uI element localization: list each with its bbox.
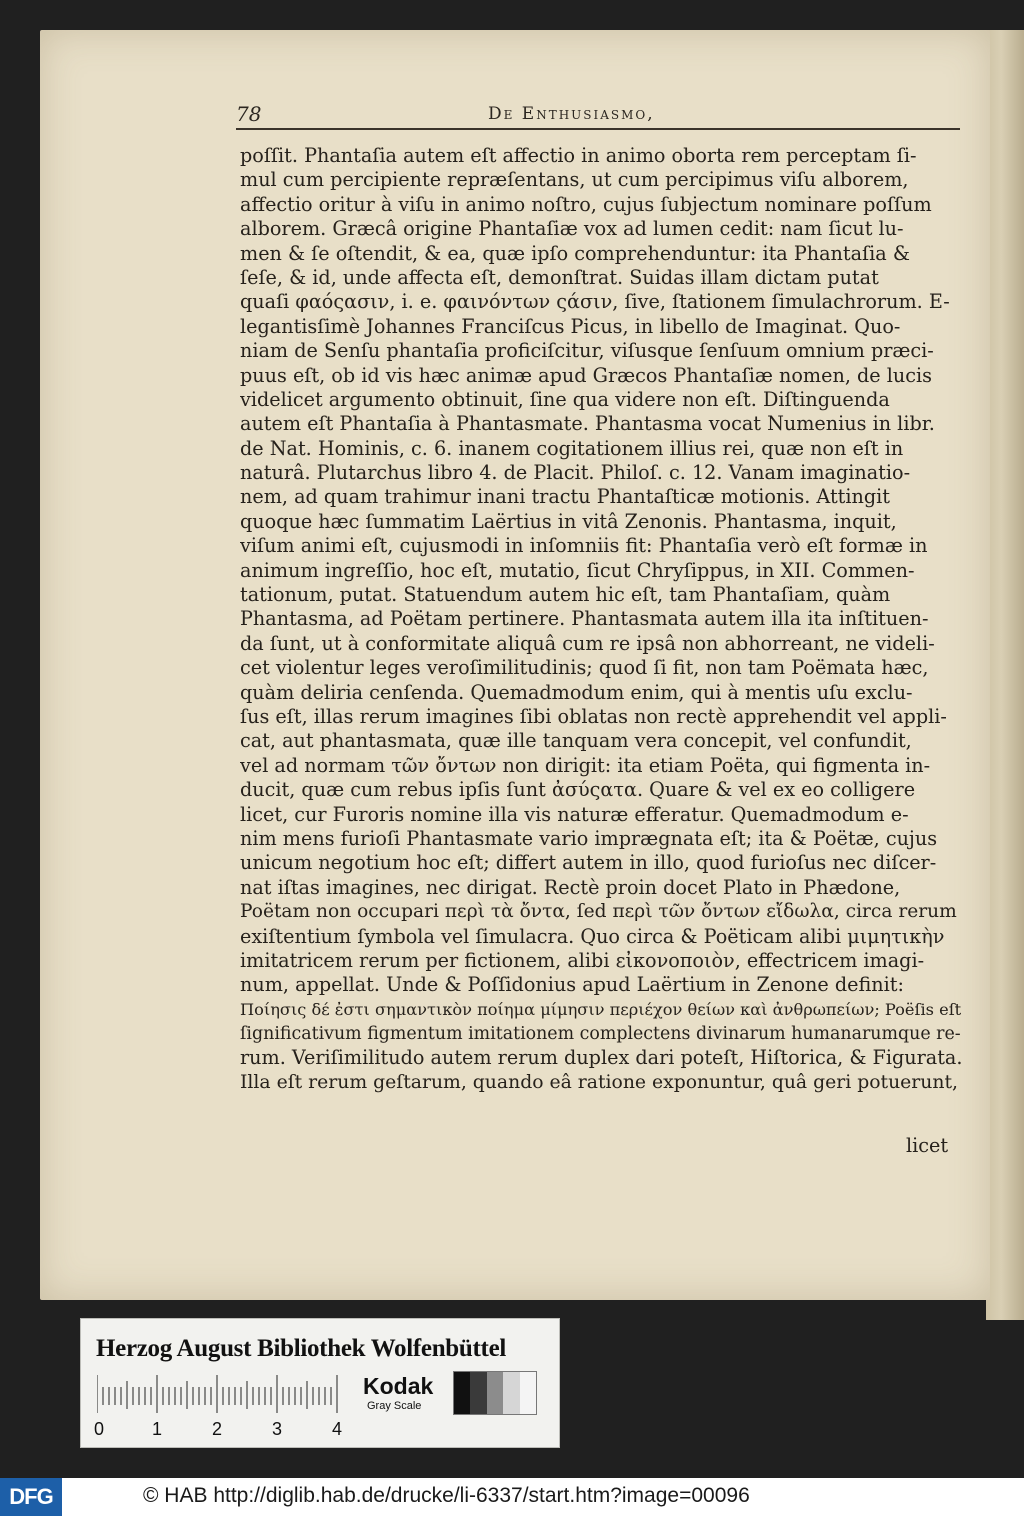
- gray-swatch: [503, 1372, 519, 1414]
- source-link[interactable]: © HAB http://diglib.hab.de/drucke/li-6337/start.htm?image=00096: [143, 1484, 750, 1507]
- text-line: Phantasma, ad Poëtam pertinere. Phantasmata autem illa ita inſtituen-: [240, 607, 929, 631]
- ruler-label-0: 0: [94, 1419, 105, 1439]
- measurement-ruler: [97, 1373, 353, 1419]
- text-line: mul cum percipiente repræſentans, ut cum percipimus viſu alborem,: [240, 168, 909, 192]
- text-line: imitatricem rerum per fictionem, alibi εἰκονοποιὸν, effectricem imagi-: [240, 948, 925, 972]
- ruler-label-4: 4: [332, 1419, 343, 1439]
- text-line: ſignificativum figmentum imitationem complectens divinarum humanarumque re-: [240, 1024, 961, 1045]
- text-line: num, appellat. Unde & Poſſidonius apud Laërtium in Zenone definit:: [240, 973, 904, 997]
- page-body-text: [240, 144, 962, 1095]
- gray-swatch: [470, 1372, 486, 1414]
- library-color-card: [80, 1318, 560, 1448]
- kodak-brand: Kodak: [363, 1373, 434, 1399]
- gray-scale-swatches: [453, 1371, 537, 1415]
- text-line: quaſi φαόςασιν, i. e. φαινόντων ςάσιν, ſive, ſtationem ſimulachrorum. E-: [240, 290, 950, 314]
- gray-swatch: [454, 1372, 470, 1414]
- text-line: Illa eſt rerum geſtarum, quando eâ ratione exponuntur, quâ geri potuerunt,: [240, 1071, 958, 1093]
- catchword: licet: [906, 1134, 949, 1157]
- text-line: quàm deliria cenſenda. Quemadmodum enim, qui à mentis uſu exclu-: [240, 680, 913, 704]
- ruler-label-2: 2: [212, 1419, 223, 1439]
- text-line: alborem. Græcâ origine Phantaſiæ vox ad lumen cedit: nam ſicut lu-: [240, 217, 904, 241]
- page-header: [196, 72, 961, 126]
- text-line: ſus eſt, illas rerum imagines ſibi oblatas non rectè apprehendit vel appli-: [240, 704, 947, 728]
- text-line: nat iſtas imagines, nec dirigat. Rectè proin docet Plato in Phædone,: [240, 875, 901, 899]
- text-line: vel ad normam τῶν ὄντων non dirigit: ita etiam Poëta, qui figmenta in-: [240, 753, 931, 777]
- text-line: niam de Senſu phantaſia proficiſcitur, viſusque ſenſuum omnium præci-: [240, 339, 934, 363]
- facing-page-edge: [986, 30, 1024, 1320]
- kodak-subtitle: Gray Scale: [367, 1400, 422, 1412]
- text-line: tationum, putat. Statuendum autem hic eſt, tam Phantaſiam, quàm: [240, 583, 891, 607]
- text-line: da ſunt, ut à conformitate aliquâ cum re ipsâ non abhorreant, ne videli-: [240, 631, 935, 655]
- text-line: unicum negotium hoc eſt; differt autem in illo, quod furioſus nec diſcer-: [240, 851, 937, 875]
- ruler-label-3: 3: [272, 1419, 283, 1439]
- library-name: Herzog August Bibliothek Wolfenbüttel: [96, 1335, 507, 1362]
- text-line: Ποίησις δέ ἐστι σημαντικὸν ποίημα μίμησιν περιέχον θείων καὶ ἀνθρωπείων; Poëſis eſt: [240, 999, 962, 1019]
- running-head: De Enthusiasmo,: [488, 104, 655, 124]
- text-line: puus eſt, ob id vis hæc animæ apud Græcos Phantaſiæ nomen, de lucis: [240, 363, 932, 387]
- text-line: poſſit. Phantaſia autem eſt affectio in animo oborta rem perceptam ſi-: [240, 144, 917, 167]
- footer-bar: [0, 1478, 1024, 1516]
- gray-swatch: [487, 1372, 503, 1414]
- kodak-label: [363, 1373, 447, 1412]
- text-line: Poëtam non occupari περὶ τὰ ὄντα, ſed περὶ τῶν ὄντων εἴδωλα, circa rerum: [240, 901, 957, 923]
- text-line: naturâ. Plutarchus libro 4. de Placit. Philoſ. c. 12. Vanam imaginatio-: [240, 461, 911, 485]
- text-line: cat, aut phantasmata, quæ ille tanquam vera concepit, vel confundit,: [240, 729, 912, 753]
- page-number: 78: [236, 102, 262, 126]
- text-line: cet violentur leges veroſimilitudinis; quod ſi fit, non tam Poëmata hæc,: [240, 656, 929, 680]
- text-line: exiſtentium ſymbola vel ſimulacra. Quo circa & Poëticam alibi μιμητικὴν: [240, 924, 945, 948]
- gray-swatch: [520, 1372, 536, 1414]
- text-line: nim mens furioſi Phantasmate vario imprægnata eſt; ita & Poëtæ, cujus: [240, 826, 938, 850]
- text-line: autem eſt Phantaſia à Phantasmate. Phantasma vocat Numenius in libr.: [240, 412, 935, 436]
- text-line: ducit, quæ cum rebus ipſis ſunt ἀσύςατα. Quare & vel ex eo colligere: [240, 778, 916, 802]
- text-line: animum ingreſſio, hoc eſt, mutatio, ſicut Chryſippus, in XII. Commen-: [240, 558, 915, 582]
- text-line: videlicet argumento obtinuit, ſine qua videre non eſt. Diſtinguenda: [240, 387, 890, 411]
- text-line: viſum animi eſt, cujusmodi in inſomniis fit: Phantaſia verò eſt formæ in: [240, 534, 928, 558]
- ruler-label-1: 1: [152, 1419, 163, 1439]
- text-line: nem, ad quam trahimur inani tractu Phantaſticæ motionis. Attingit: [240, 485, 890, 509]
- text-line: licet, cur Furoris nomine illa vis naturæ efferatur. Quemadmodum e-: [240, 802, 909, 826]
- text-line: men & ſe oſtendit, & ea, quæ ipſo comprehenduntur: ita Phantaſia &: [240, 241, 910, 265]
- text-line: rum. Veriſimilitudo autem rerum duplex dari poteſt, Hiſtorica, & Figurata.: [240, 1046, 962, 1070]
- text-line: ſeſe, & id, unde affecta eſt, demonſtrat. Suidas illam dictam putat: [240, 265, 879, 289]
- header-rule: [236, 128, 960, 130]
- text-line: quoque hæc ſummatim Laërtius in vitâ Zenonis. Phantasma, inquit,: [240, 509, 897, 533]
- text-line: affectio oritur à viſu in animo noſtro, cujus ſubjectum nominare poſſum: [240, 192, 932, 216]
- text-line: de Nat. Hominis, c. 6. inanem cogitationem illius rei, quæ non eſt in: [240, 436, 904, 460]
- text-line: legantisſimè Johannes Franciſcus Picus, in libello de Imaginat. Quo-: [240, 314, 901, 338]
- dfg-logo: DFG: [0, 1478, 62, 1516]
